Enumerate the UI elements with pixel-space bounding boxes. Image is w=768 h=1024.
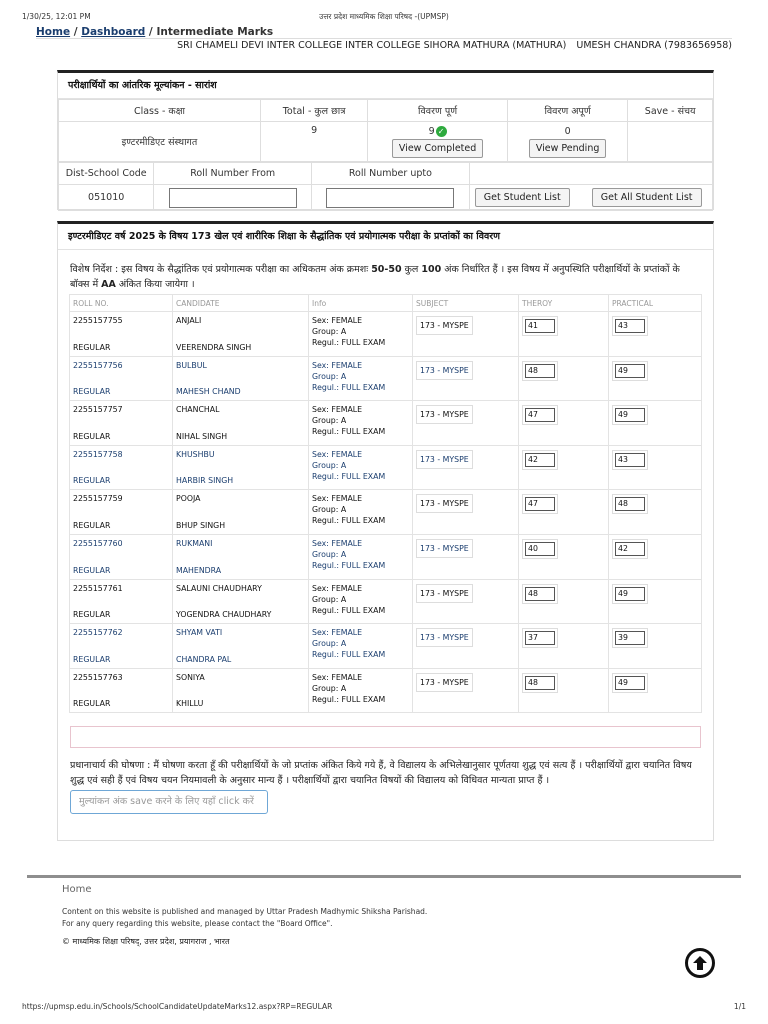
table-row [70,312,702,357]
notice-total-marks: 100 [421,264,442,275]
save-marks-button[interactable]: मुल्यांकन अंक save करने के लिए यहाँ click करें [70,790,268,814]
theory-field-wrap [522,673,558,693]
roll-number: 2255157762 [73,628,123,638]
dist-school-value: 051010 [59,185,154,211]
info-group: Group: A [312,683,347,693]
info-group: Group: A [312,460,347,470]
view-completed-button[interactable]: View Completed [392,139,483,158]
practical-input[interactable]: 39 [615,631,645,645]
info-sex: Sex: FEMALE [312,316,363,325]
father-name: YOGENDRA CHAUDHARY [176,610,272,620]
practical-input[interactable]: 49 [615,587,645,601]
footer-line-2: For any query regarding this website, please contact the "Board Office". [62,919,333,928]
subject-code: 173 - MYSPE [416,628,473,647]
practical-input[interactable]: 49 [615,408,645,422]
candidate-type: REGULAR [73,654,111,664]
print-page-title: उत्तर प्रदेश माध्यमिक शिक्षा परिषद -(UPMSP) [319,12,449,21]
father-name: MAHESH CHAND [176,387,241,397]
subject-code: 173 - MYSPE [416,450,473,469]
check-circle-icon: ✓ [436,126,447,137]
roll-number: 2255157757 [73,405,123,415]
candidate-type: REGULAR [73,342,111,352]
theory-field-wrap [522,494,558,514]
notice-max-marks: 50-50 [371,264,402,275]
info-regul: Regul.: FULL EXAM [312,516,386,526]
info-sex: Sex: FEMALE [312,628,363,638]
father-name: BHUP SINGH [176,520,226,530]
subject-code: 173 - MYSPE [416,361,473,380]
info-sex: Sex: FEMALE [312,449,363,459]
print-url: https://upmsp.edu.in/Schools/SchoolCandidateUpdateMarks12.aspx?RP=REGULAR [22,1002,333,1011]
col-practical: PRACTICAL [609,295,702,312]
father-name: VEERENDRA SINGH [176,342,252,352]
breadcrumb-home-link[interactable]: Home [36,26,71,38]
breadcrumb-current: Intermediate Marks [156,26,274,38]
footer-line-1: Content on this website is published and managed by Uttar Pradesh Madhymic Shiksha Parishad. [62,907,428,916]
info-group: Group: A [312,639,347,649]
practical-field-wrap [612,361,648,381]
marks-panel [57,221,714,841]
roll-from-input[interactable] [169,188,297,208]
print-footer [22,1002,746,1011]
theory-field-wrap [522,316,558,336]
info-group: Group: A [312,371,347,381]
students-header-row [70,295,702,312]
theory-input[interactable]: 40 [525,542,555,556]
col-subject: SUBJECT [413,295,519,312]
roll-number: 2255157759 [73,494,123,504]
notice-absent-code: AA [101,279,116,290]
table-row [70,401,702,446]
info-sex: Sex: FEMALE [312,672,363,682]
theory-input[interactable]: 41 [525,319,555,333]
roll-from-cell [154,185,312,211]
candidate-type: REGULAR [73,565,111,575]
candidate-name: POOJA [176,494,201,504]
theory-input[interactable]: 48 [525,587,555,601]
view-pending-button[interactable]: View Pending [529,139,607,158]
principal-declaration: प्रधानाचार्य की घोषणा : मैं घोषणा करता हूँ की परीक्षार्थियों के जो प्रप्तांक अंकित किये गये हैं, वे विद्यालय के अभिलेखानुसार पूर्णतया शुद्ध एवं सत्य हैं । परीक्षार्थियों द्वारा चयानित विषय शुद्ध एवं सही हैं एवं विषय चयन नियमावली के अनुसार मान्य हैं । परीक्षार्थियों द्वारा चयानित विषयों की विद्यालय को विधिवत मान्यता प्राप्त हैं । [70,760,692,786]
theory-input[interactable]: 48 [525,364,555,378]
practical-input[interactable]: 42 [615,542,645,556]
footer-text [62,906,427,930]
notice-text: कुल [401,264,422,275]
roll-number: 2255157763 [73,672,123,682]
roll-from-header: Roll Number From [154,163,312,185]
info-regul: Regul.: FULL EXAM [312,471,386,481]
notice-text: अंकित किया जायेगा । [115,279,195,290]
theory-field-wrap [522,584,558,604]
save-cell [628,122,713,162]
roll-number: 2255157760 [73,538,123,548]
print-page-count: 1/1 [733,1002,746,1011]
practical-input[interactable]: 43 [615,453,645,467]
col-theory: THEROY [519,295,609,312]
candidate-type: REGULAR [73,431,111,441]
practical-input[interactable]: 48 [615,497,645,511]
table-row [70,445,702,490]
col-candidate: CANDIDATE [173,295,309,312]
candidate-name: KHUSHBU [176,449,215,459]
practical-input[interactable]: 49 [615,364,645,378]
candidate-type: REGULAR [73,610,111,620]
table-row [70,490,702,535]
filter-empty-cell [469,163,712,185]
info-group: Group: A [312,549,347,559]
father-name: KHILLU [176,699,204,709]
summary-title: परीक्षार्थियों का आंतरिक मूल्यांकन - सारांश [58,73,713,99]
complete-cell [368,122,508,162]
marks-title: इण्टरमीडिएट वर्ष 2025 के विषय 173 खेल एवं शारीरिक शिक्षा के सैद्धांतिक एवं प्रयोगात्मक परीक्षा के प्रप्तांकों का विवरण [58,224,713,250]
info-sex: Sex: FEMALE [312,405,363,415]
save-header: Save - संचय [628,100,713,122]
practical-field-wrap [612,539,648,559]
notice-text: विशेष निर्देश : इस विषय के सैद्धांतिक एवं प्रयोगात्मक परीक्षा का अधिकतम अंक क्रमशः [70,264,372,275]
practical-field-wrap [612,628,648,648]
breadcrumb-separator: / [70,26,82,38]
practical-field-wrap [612,673,648,693]
table-row [70,579,702,624]
breadcrumb-separator: / [145,26,157,38]
roll-upto-header: Roll Number upto [312,163,470,185]
theory-input[interactable]: 42 [525,453,555,467]
info-group: Group: A [312,505,347,515]
info-regul: Regul.: FULL EXAM [312,560,386,570]
summary-panel [57,70,714,210]
info-group: Group: A [312,327,347,336]
theory-field-wrap [522,539,558,559]
total-header: Total - कुल छात्र [260,100,367,122]
footer-divider [27,875,741,878]
theory-field-wrap [522,450,558,470]
roll-number: 2255157758 [73,449,123,459]
incomplete-header: विवरण अपूर्ण [507,100,628,122]
candidate-name: CHANCHAL [176,405,220,415]
print-datetime: 1/30/25, 12:01 PM [22,12,91,21]
info-group: Group: A [312,416,347,426]
candidate-name: BULBUL [176,360,207,370]
practical-field-wrap [612,316,648,336]
theory-input[interactable]: 47 [525,497,555,511]
table-row [70,356,702,401]
col-roll-no: ROLL NO. [70,295,173,312]
theory-input[interactable]: 48 [525,676,555,690]
info-regul: Regul.: FULL EXAM [312,605,386,615]
practical-field-wrap [612,494,648,514]
incomplete-cell [507,122,628,162]
info-regul: Regul.: FULL EXAM [312,382,386,392]
info-sex: Sex: FEMALE [312,538,363,548]
candidate-type: REGULAR [73,387,111,397]
candidate-type: REGULAR [73,476,111,486]
info-sex: Sex: FEMALE [312,360,363,370]
father-name: HARBIR SINGH [176,476,234,486]
info-group: Group: A [312,594,347,604]
col-info: Info [309,295,413,312]
practical-input[interactable]: 43 [615,319,645,333]
incomplete-value: 0 [564,125,571,137]
theory-field-wrap [522,628,558,648]
footer-home-link[interactable]: Home [62,884,92,895]
students-table [69,294,702,713]
subject-code: 173 - MYSPE [416,584,473,603]
arrow-up-circle-icon[interactable] [685,948,715,978]
candidate-name: SALAUNI CHAUDHARY [176,583,262,593]
candidate-name: ANJALI [176,316,202,325]
get-all-student-list-button[interactable]: Get All Student List [592,188,702,207]
roll-number: 2255157756 [73,360,123,370]
user-name: UMESH CHANDRA (7983656958) [576,40,732,51]
filter-table [58,162,713,211]
candidate-type: REGULAR [73,520,111,530]
info-regul: Regul.: FULL EXAM [312,650,386,660]
theory-input[interactable]: 47 [525,408,555,422]
print-header [22,12,746,24]
practical-input[interactable]: 49 [615,676,645,690]
filter-buttons-cell [469,185,712,211]
get-student-list-button[interactable]: Get Student List [475,188,570,207]
complete-value: 9 [428,125,435,137]
roll-upto-cell [312,185,470,211]
info-sex: Sex: FEMALE [312,494,363,504]
father-name: MAHENDRA [176,565,222,575]
candidate-name: SONIYA [176,672,205,682]
breadcrumb-dashboard-link[interactable]: Dashboard [81,26,146,38]
class-value: इण्टरमीडिएट संस्थागत [59,122,261,162]
subject-code: 173 - MYSPE [416,405,473,424]
practical-field-wrap [612,405,648,425]
table-row [70,624,702,669]
table-row [70,534,702,579]
school-info [177,40,732,51]
subject-code: 173 - MYSPE [416,494,473,513]
subject-code: 173 - MYSPE [416,673,473,692]
dist-school-header: Dist-School Code [59,163,154,185]
roll-upto-input[interactable] [326,188,454,208]
theory-field-wrap [522,405,558,425]
practical-field-wrap [612,450,648,470]
summary-table [58,99,713,162]
candidate-name: RUKMANI [176,538,213,548]
complete-header: विवरण पूर्ण [368,100,508,122]
notice-text: अंक निर्धारित हैं । इस विषय में अनुपस्थिति परीक्षार्थियों के प्रप्तांकों के बॉक्स में [70,264,680,290]
roll-number: 2255157755 [73,316,123,325]
breadcrumb [36,26,273,38]
class-header: Class - कक्षा [59,100,261,122]
roll-number: 2255157761 [73,583,123,593]
subject-code: 173 - MYSPE [416,316,473,335]
practical-field-wrap [612,584,648,604]
message-box [70,726,701,748]
theory-input[interactable]: 37 [525,631,555,645]
candidate-type: REGULAR [73,699,111,709]
info-regul: Regul.: FULL EXAM [312,338,386,347]
footer-copyright: © माध्यमिक शिक्षा परिषद्, उत्तर प्रदेश, प्रयागराज , भारत [62,937,230,946]
father-name: NIHAL SINGH [176,431,228,441]
total-value: 9 [260,122,367,162]
info-regul: Regul.: FULL EXAM [312,694,386,704]
father-name: CHANDRA PAL [176,654,232,664]
table-row [70,668,702,713]
info-sex: Sex: FEMALE [312,583,363,593]
school-name: SRI CHAMELI DEVI INTER COLLEGE INTER COLLEGE SIHORA MATHURA (MATHURA) [177,40,567,51]
subject-code: 173 - MYSPE [416,539,473,558]
theory-field-wrap [522,361,558,381]
candidate-name: SHYAM VATI [176,628,223,638]
info-regul: Regul.: FULL EXAM [312,427,386,437]
special-instruction [70,262,701,292]
